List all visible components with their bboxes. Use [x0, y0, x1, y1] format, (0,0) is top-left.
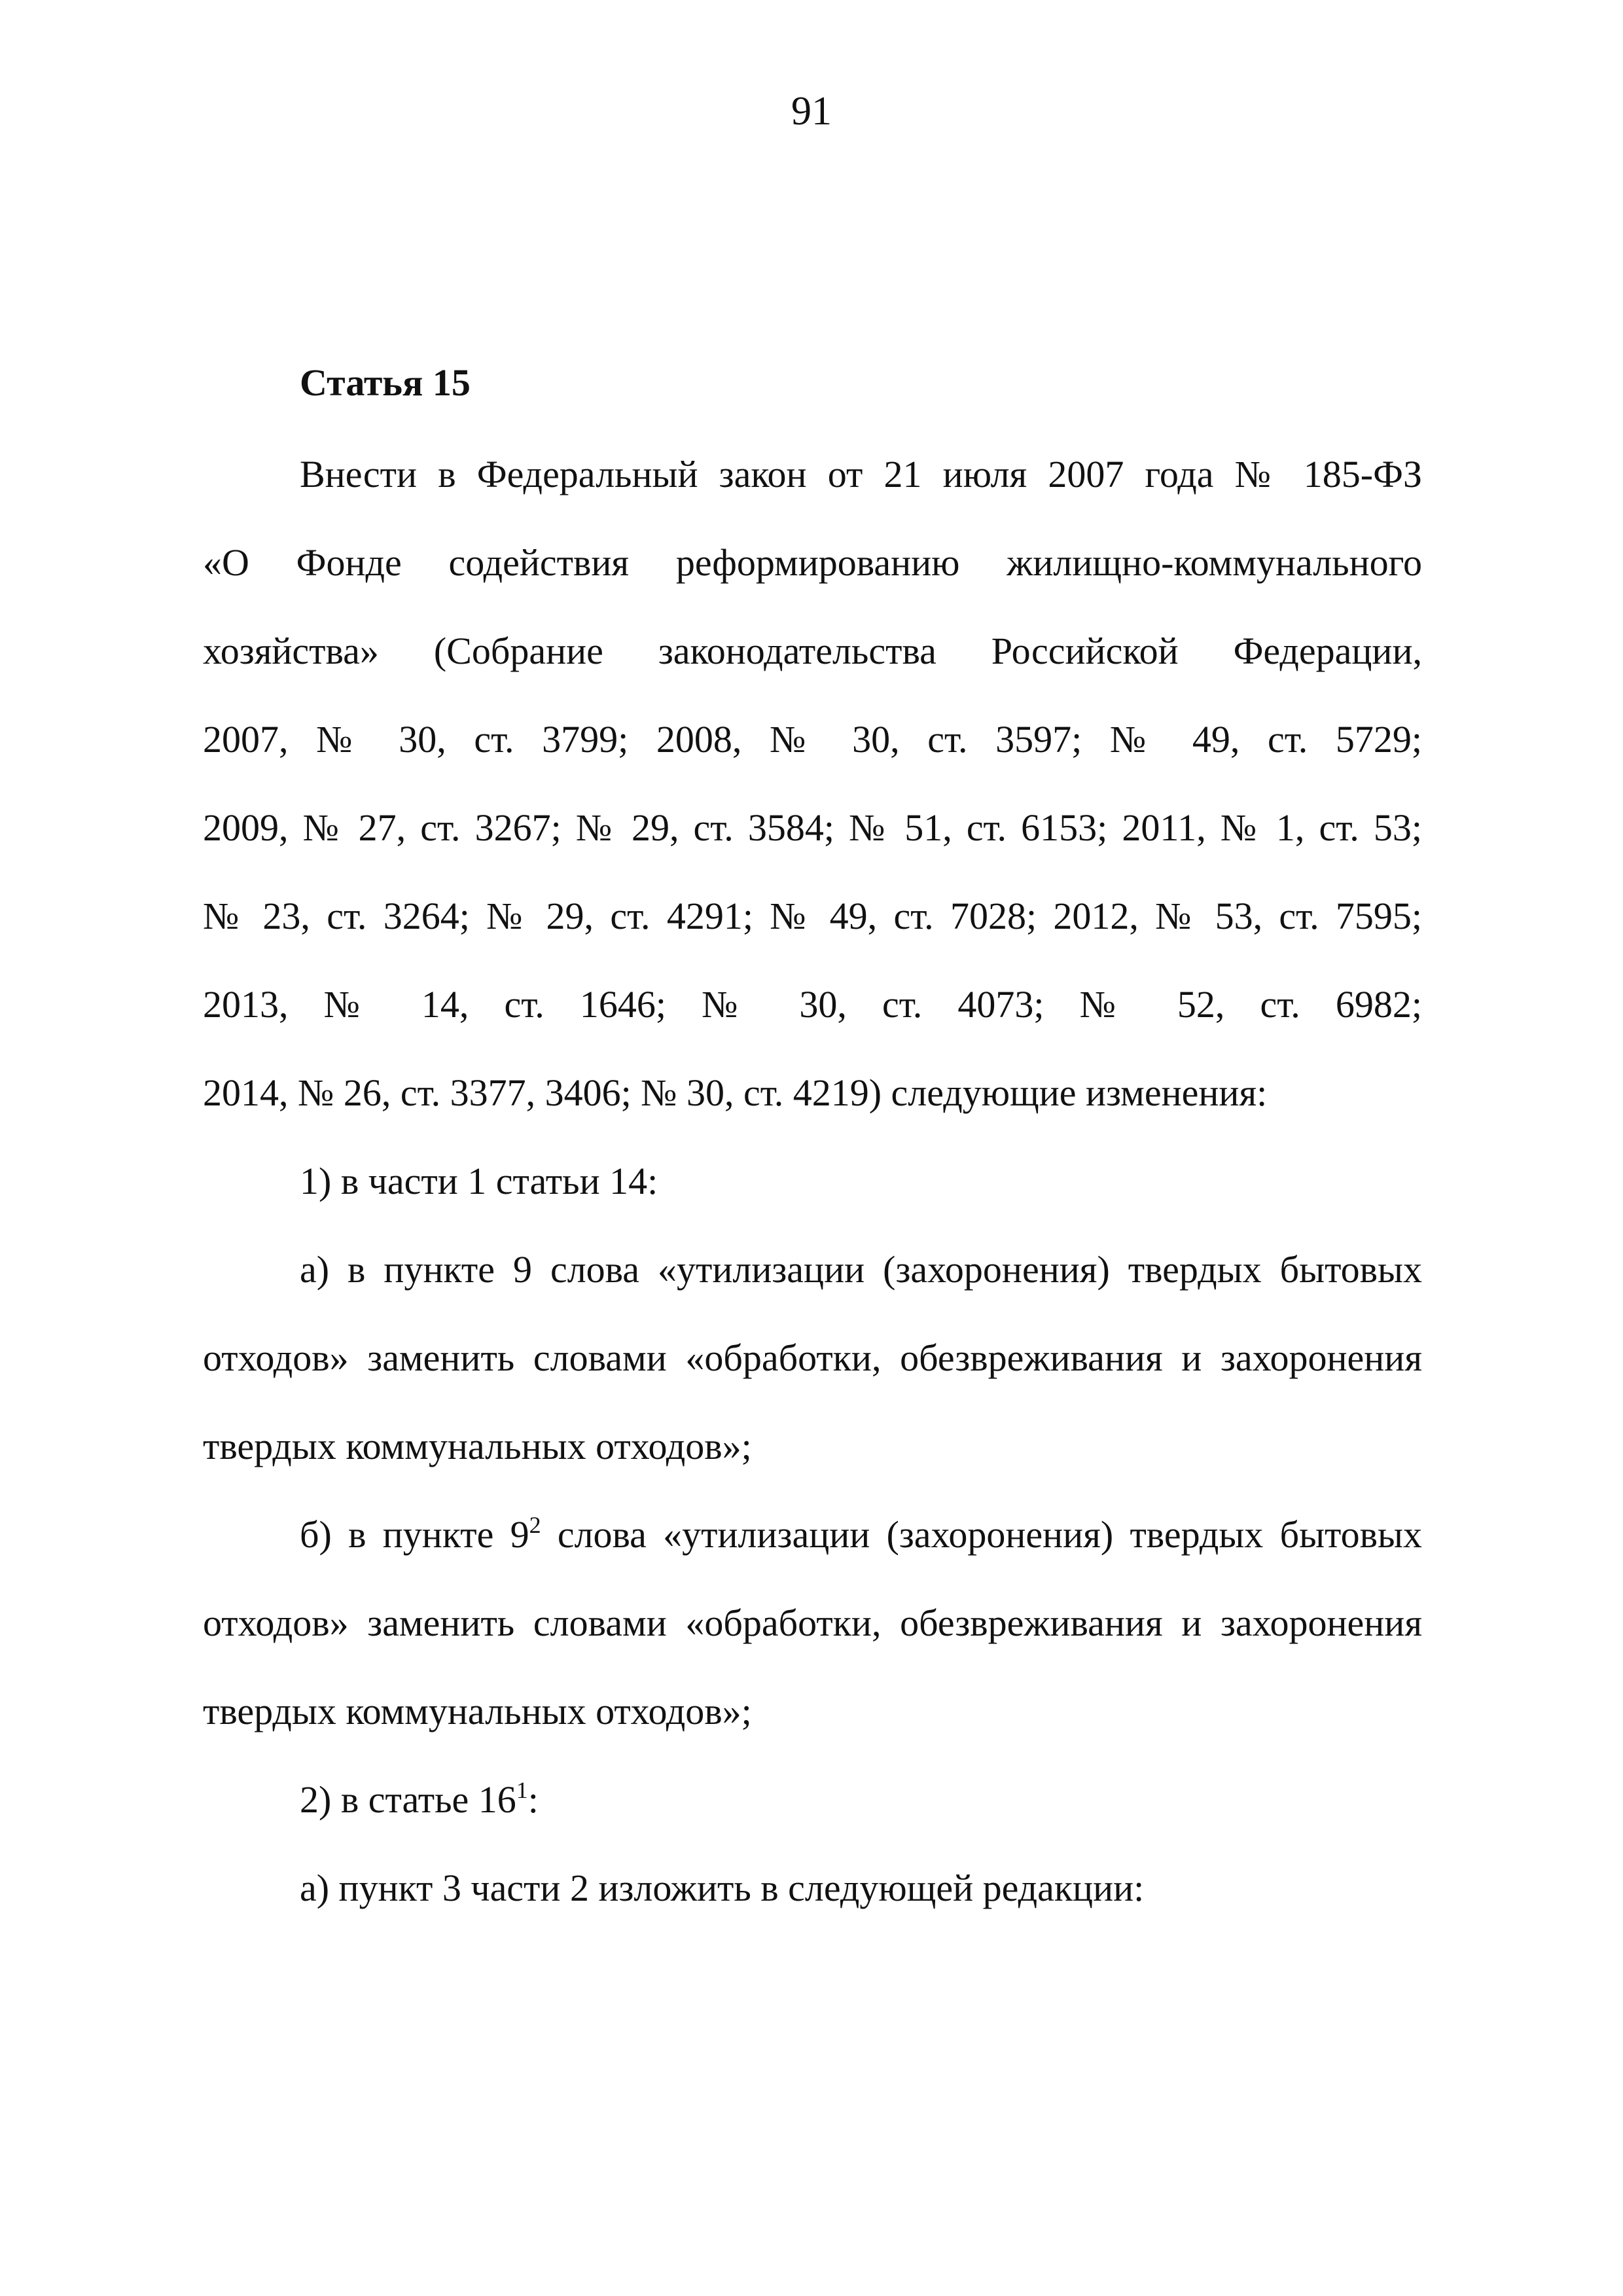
paragraph-line: отходов» заменить словами «обработки, обезвреживания и захоронения	[203, 1336, 1422, 1379]
text-segment: :	[527, 1778, 539, 1821]
paragraph-line: Внести в Федеральный закон от 21 июля 2007 года № 185-ФЗ	[300, 453, 1422, 495]
paragraph-line: 2013, № 14, ст. 1646; № 30, ст. 4073; № 52, ст. 6982;	[203, 983, 1422, 1026]
page-number: 91	[791, 89, 832, 134]
superscript: 2	[529, 1512, 541, 1538]
paragraph-line: твердых коммунальных отходов»;	[203, 1425, 752, 1467]
paragraph-line: 2007, № 30, ст. 3799; 2008, № 30, ст. 3597; № 49, ст. 5729;	[203, 718, 1422, 761]
paragraph-line: хозяйства» (Собрание законодательства Российской Федерации,	[203, 630, 1422, 672]
article-heading: Статья 15	[300, 361, 471, 404]
text-segment: 2) в статье 16	[300, 1778, 516, 1821]
paragraph-line: отходов» заменить словами «обработки, обезвреживания и захоронения	[203, 1602, 1422, 1644]
paragraph-line: а) пункт 3 части 2 изложить в следующей редакции:	[300, 1867, 1145, 1909]
paragraph-line: «О Фонде содействия реформированию жилищно-коммунального	[203, 541, 1422, 584]
list-item-title: 1) в части 1 статьи 14:	[300, 1160, 658, 1202]
paragraph-line: 2009, № 27, ст. 3267; № 29, ст. 3584; № 51, ст. 6153; 2011, № 1, ст. 53;	[203, 806, 1422, 849]
paragraph-line: 2014, № 26, ст. 3377, 3406; № 30, ст. 4219) следующие изменения:	[203, 1071, 1268, 1114]
paragraph-line: № 23, ст. 3264; № 29, ст. 4291; № 49, ст. 7028; 2012, № 53, ст. 7595;	[203, 895, 1422, 937]
superscript: 1	[516, 1777, 528, 1803]
paragraph-line	[300, 1509, 1422, 1561]
text-segment: слова «утилизации (захоронения) твердых бытовых	[541, 1513, 1422, 1556]
paragraph-line: твердых коммунальных отходов»;	[203, 1690, 752, 1732]
paragraph-line: а) в пункте 9 слова «утилизации (захоронения) твердых бытовых	[300, 1248, 1422, 1291]
text-segment: б) в пункте 9	[300, 1513, 529, 1556]
list-item-title	[300, 1774, 539, 1826]
